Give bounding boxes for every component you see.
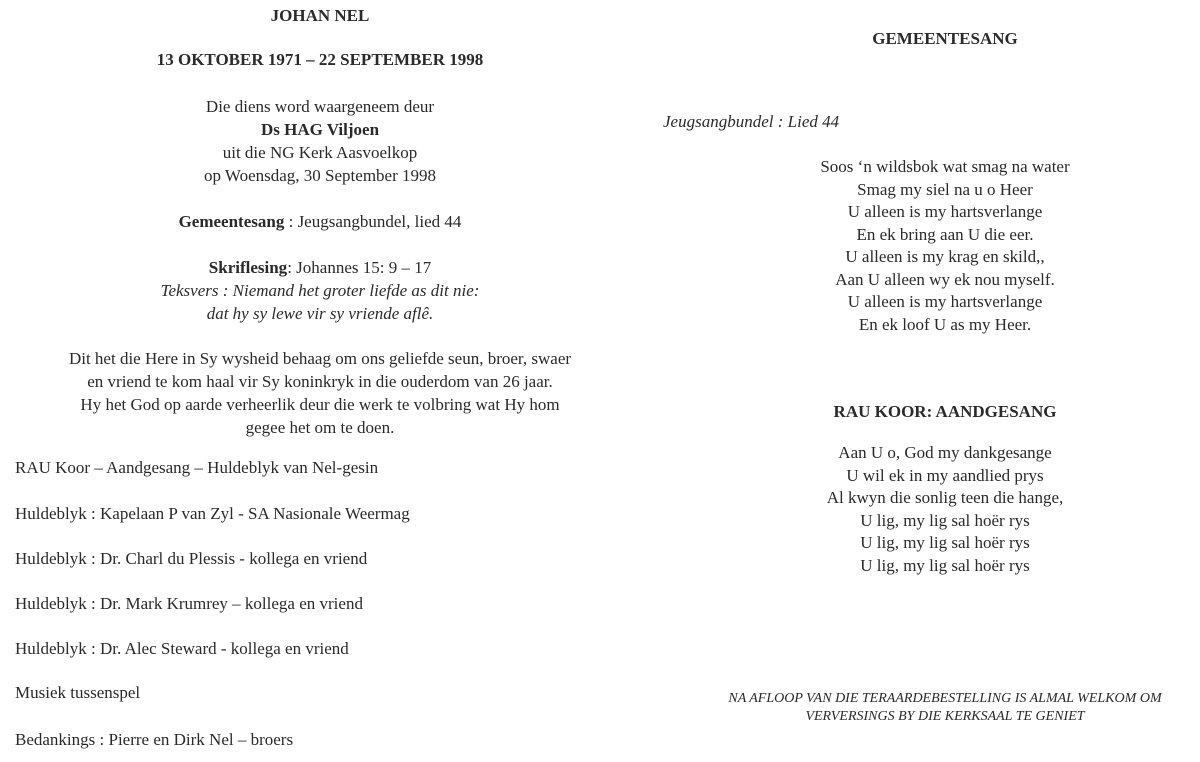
song-line: U alleen is my krag en skild,, — [845, 247, 1045, 266]
program-item: Huldeblyk : Dr. Mark Krumrey – kollega en vriend — [15, 594, 363, 613]
skriflesing-label: Skriflesing — [208, 258, 288, 277]
program-item: Huldeblyk : Kapelaan P van Zyl - SA Nasionale Weermag — [15, 504, 410, 523]
gemeentesang-value: : Jeugsangbundel, lied 44 — [284, 212, 462, 231]
song-line: Smag my siel na u o Heer — [857, 180, 1033, 199]
paragraph-line: en vriend te kom haal vir Sy koninkryk in die ouderdom van 26 jaar. — [87, 372, 553, 391]
song-line: U alleen is my hartsverlange — [847, 292, 1043, 311]
service-date: op Woensdag, 30 September 1998 — [203, 166, 437, 185]
song-line: U lig, my lig sal hoër rys — [860, 533, 1030, 552]
skriflesing-line — [0, 257, 640, 279]
program-item: Bedankings : Pierre en Dirk Nel – broers — [15, 730, 294, 749]
service-line: uit die NG Kerk Aasvoelkop — [222, 143, 418, 162]
program-item: Musiek tussenspel — [15, 683, 141, 702]
skriflesing-value: : Johannes 15: 9 – 17 — [287, 258, 432, 277]
song-line: En ek loof U as my Heer. — [858, 315, 1032, 334]
paragraph-line: gegee het om te doen. — [245, 418, 395, 437]
song-line: Soos ‘n wildsbok wat smag na water — [820, 157, 1070, 176]
song-line: U lig, my lig sal hoër rys — [860, 556, 1030, 575]
minister-name: Ds HAG Viljoen — [260, 120, 380, 139]
life-dates: 13 OKTOBER 1971 – 22 SEPTEMBER 1998 — [156, 50, 484, 69]
song-line: U wil ek in my aandlied prys — [846, 466, 1044, 485]
gemeentesang-line — [0, 211, 640, 233]
song-line: Aan U o, God my dankgesange — [838, 443, 1052, 462]
program-item: Huldeblyk : Dr. Alec Steward - kollega en vriend — [15, 639, 349, 658]
footer-note: VERVERSINGS BY DIE KERKSAAL TE GENIET — [805, 709, 1085, 724]
gemeentesang-heading: GEMEENTESANG — [872, 29, 1018, 48]
song-line: En ek bring aan U die eer. — [856, 225, 1034, 244]
footer-note: NA AFLOOP VAN DIE TERAARDEBESTELLING IS ALMAL WELKOM OM — [728, 691, 1162, 706]
paragraph-line: Hy het God op aarde verheerlik deur die werk te volbring wat Hy hom — [80, 395, 560, 414]
song-line: U alleen is my hartsverlange — [847, 202, 1043, 221]
paragraph-line: Dit het die Here in Sy wysheid behaag om ons geliefde seun, broer, swaer — [68, 349, 572, 368]
song-line: Aan U alleen wy ek nou myself. — [835, 270, 1055, 289]
program-item: Huldeblyk : Dr. Charl du Plessis - kollega en vriend — [15, 549, 368, 568]
service-line: Die diens word waargeneem deur — [205, 97, 435, 116]
deceased-name: JOHAN NEL — [270, 6, 370, 25]
song-line: U lig, my lig sal hoër rys — [860, 511, 1030, 530]
teksvers: dat hy sy lewe vir sy vriende aflê. — [206, 304, 434, 323]
choir-heading: RAU KOOR: AANDGESANG — [833, 402, 1057, 421]
song-reference: Jeugsangbundel : Lied 44 — [663, 112, 840, 131]
teksvers: Teksvers : Niemand het groter liefde as dit nie: — [160, 281, 480, 300]
program-item: RAU Koor – Aandgesang – Huldeblyk van Nel-gesin — [15, 458, 379, 477]
gemeentesang-label: Gemeentesang — [178, 212, 285, 231]
song-line: Al kwyn die sonlig teen die hange, — [826, 488, 1064, 507]
